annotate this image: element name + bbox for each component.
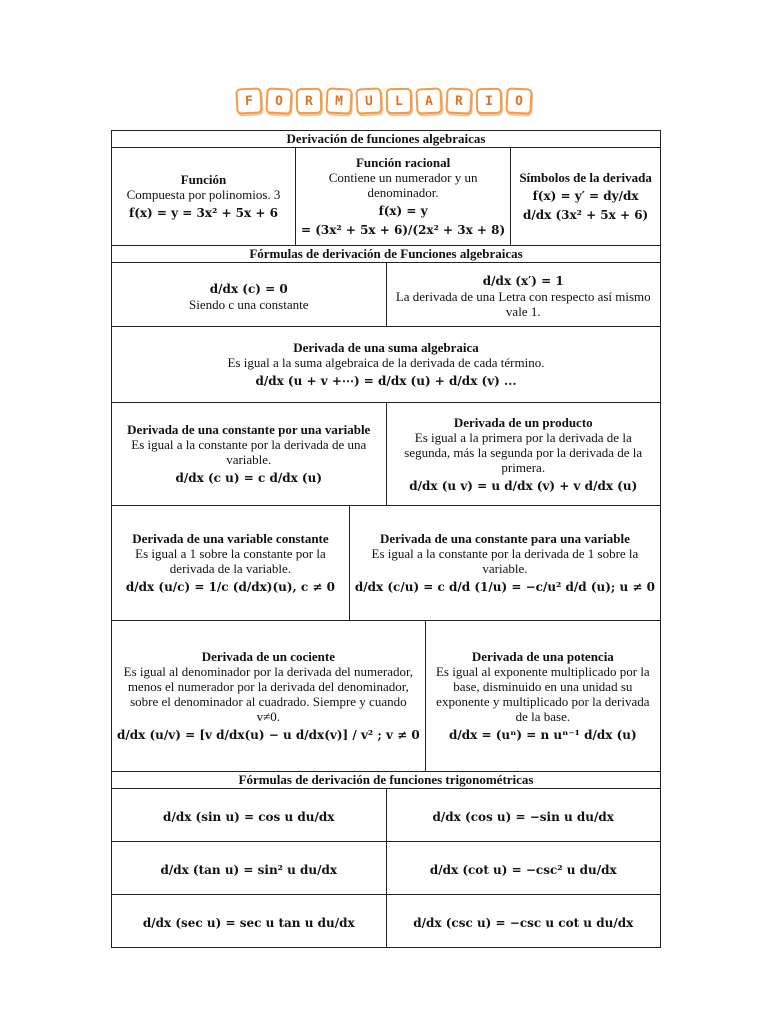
function-types-row — [111, 148, 661, 246]
variable-derivative-cell — [386, 263, 661, 326]
formula: f(x) = y = 3x² + 5x + 6 — [129, 206, 278, 220]
title-letter: R — [445, 87, 472, 114]
tan-derivative-cell — [112, 842, 386, 894]
formula: d/dx = (uⁿ) = n uⁿ⁻¹ d/dx (u) — [449, 728, 637, 742]
funcion-cell — [112, 148, 295, 245]
formula: d/dx (u v) = u d/dx (v) + v d/dx (u) — [409, 478, 638, 493]
formula: d/dx (cos u) = −sin u du/dx — [432, 809, 614, 824]
simbolos-cell — [510, 148, 660, 245]
formula: d/dx (c) = 0 — [209, 281, 288, 296]
sin-derivative-cell — [112, 789, 386, 841]
formula: d/dx (c u) = c d/dx (u) — [175, 471, 323, 485]
potencia-cell — [425, 621, 660, 771]
formula: f(x) = y′ = dy/dx — [532, 189, 639, 203]
cell-text: Es igual a la constante por la derivada de 1 sobre la variable. — [371, 546, 639, 576]
formula: d/dx (sec u) = sec u tan u du/dx — [142, 915, 355, 930]
cell-title: Función — [180, 172, 227, 187]
title-letter: O — [505, 87, 532, 114]
formula: d/dx (c/u) = c d/d (1/u) = −c/u² d/d (u); u ≠ 0 — [354, 580, 655, 594]
title-letter: A — [415, 87, 442, 114]
formula-row — [111, 263, 661, 327]
formula-row — [111, 327, 661, 403]
formula: d/dx (u + v +⋯) = d/dx (u) + d/dx (v) ... — [255, 374, 517, 388]
formula: d/dx (3x² + 5x + 6) — [522, 208, 649, 222]
formula: d/dx (u/c) = 1/c (d/dx)(u), c ≠ 0 — [125, 580, 335, 594]
section-header-row — [111, 130, 661, 148]
cell-title: Derivada de una variable constante — [132, 531, 329, 546]
cell-text: Es igual al denominador por la derivada del numerador, menos el numerador por la derivada del denominador, sobre el denominador al cuadrado. Siempre y cuando v≠0. — [123, 664, 414, 724]
section-header: Fórmulas de derivación de funciones trigonométricas — [238, 772, 534, 787]
formula: d/dx (x′) = 1 — [482, 274, 564, 288]
funcion-racional-cell — [295, 148, 510, 245]
cell-title: Derivada de una potencia — [471, 649, 614, 664]
section-header: Fórmulas de derivación de Funciones algebraicas — [249, 246, 523, 261]
cell-text: Es igual al exponente multiplicado por la base, disminuido en una unidad su exponente y multiplicado por la derivada de la base. — [435, 664, 650, 724]
formula-row — [111, 506, 661, 621]
trig-row — [111, 895, 661, 948]
formula: f(x) = y — [378, 204, 428, 218]
cell-title: Derivada de una constante por una variable — [127, 422, 371, 437]
cell-title: Derivada de un producto — [453, 414, 593, 430]
section-header-row — [111, 246, 661, 263]
constante-por-variable-cell — [112, 403, 386, 505]
cell-title: Símbolos de la derivada — [519, 170, 652, 185]
trig-row — [111, 789, 661, 842]
cell-text: Siendo c una constante — [189, 296, 309, 312]
formula-row — [111, 403, 661, 506]
suma-algebraica-cell — [112, 327, 660, 402]
constant-derivative-cell — [112, 263, 386, 326]
constante-para-variable-cell — [349, 506, 660, 620]
cell-text: Es igual a la suma algebraica de la derivada de cada término. — [227, 355, 545, 370]
title-letter: U — [355, 87, 382, 114]
section-header-row — [111, 772, 661, 789]
cociente-cell — [112, 621, 425, 771]
cell-title: Derivada de una constante para una variable — [379, 531, 630, 546]
cell-text: Compuesta por polinomios. 3 — [126, 187, 281, 202]
cell-text: Es igual a la primera por la derivada de la segunda, más la segunda por la derivada de la primera. — [404, 429, 643, 475]
formula: d/dx (sin u) = cos u du/dx — [163, 809, 335, 824]
cell-text: Es igual a la constante por la derivada de una variable. — [131, 437, 367, 467]
cell-title: Derivada de un cociente — [201, 649, 335, 664]
title-letter: F — [235, 87, 262, 114]
producto-cell — [386, 403, 661, 505]
title-letter: O — [265, 87, 292, 114]
formula: d/dx (u/v) = [v d/dx(u) − u d/dx(v)] / v² ; v ≠ 0 — [117, 728, 420, 742]
formula-table — [111, 130, 661, 948]
cell-text: Es igual a 1 sobre la constante por la derivada de la variable. — [135, 546, 326, 576]
formula: d/dx (csc u) = −csc u cot u du/dx — [413, 915, 634, 930]
formula: d/dx (cot u) = −csc² u du/dx — [429, 862, 617, 877]
cell-text: Contiene un numerador y un denominador. — [328, 170, 478, 200]
formula-row — [111, 621, 661, 772]
section-header: Derivación de funciones algebraicas — [286, 131, 486, 146]
csc-derivative-cell — [386, 895, 661, 947]
cell-title: Función racional — [355, 155, 451, 170]
cos-derivative-cell — [386, 789, 661, 841]
formula: d/dx (tan u) = sin² u du/dx — [160, 862, 338, 877]
trig-row — [111, 842, 661, 895]
title-letter: L — [386, 88, 412, 114]
formulario-title — [0, 88, 768, 118]
title-letter: I — [476, 88, 502, 114]
title-letter: R — [296, 88, 322, 114]
formula: = (3x² + 5x + 6)/(2x² + 3x + 8) — [301, 223, 506, 237]
title-letter: M — [325, 87, 352, 114]
cell-text: La derivada de una Letra con respecto así mismo vale 1. — [395, 289, 651, 319]
cell-title: Derivada de una suma algebraica — [293, 340, 479, 355]
variable-constante-cell — [112, 506, 349, 620]
sec-derivative-cell — [112, 895, 386, 947]
cot-derivative-cell — [386, 842, 661, 894]
